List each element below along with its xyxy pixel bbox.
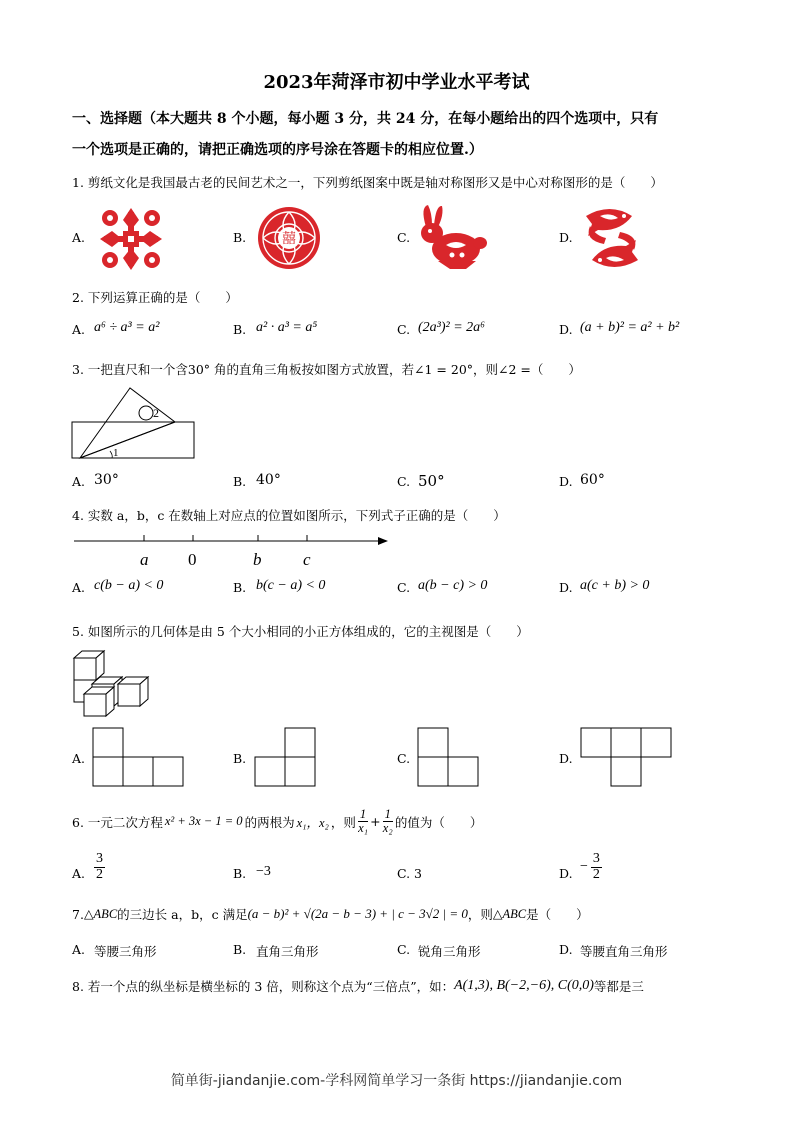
section-header-line1: 一、选择题（本大题共 8 个小题，每小题 3 分，共 24 分，在每小题给出的四个选项中，只有 bbox=[72, 111, 659, 127]
q2-label-d: D. bbox=[559, 322, 573, 337]
angle-2-label: 2 bbox=[153, 406, 159, 420]
cube-solid-figure bbox=[70, 648, 160, 720]
q6-frac-1-num: 1 bbox=[359, 807, 367, 821]
papercut-b-image bbox=[256, 205, 322, 271]
papercut-a-image bbox=[98, 206, 164, 272]
q5-label-c: C. bbox=[397, 751, 411, 766]
q6-stem bbox=[72, 808, 482, 835]
q5-option-d-view bbox=[580, 727, 672, 787]
q7-label-b: B. bbox=[233, 942, 247, 957]
q4-label-a: A. bbox=[72, 580, 86, 595]
q4-label-b: B. bbox=[233, 580, 247, 595]
papercut-b-char: 囍 bbox=[282, 231, 296, 247]
q1-label-a: A. bbox=[72, 230, 86, 245]
q2-option-a: a⁶ ÷ a³ = a² bbox=[94, 320, 160, 335]
q3-option-b: 40° bbox=[256, 472, 281, 488]
q7-triangle-1: △ABC bbox=[83, 907, 118, 921]
q7-stem-a: 7. bbox=[72, 906, 84, 922]
q6-option-c: 3 bbox=[414, 866, 422, 881]
q5-label-a: A. bbox=[72, 751, 86, 766]
q7-stem bbox=[72, 905, 589, 923]
number-line-figure bbox=[72, 532, 392, 572]
q8-stem-a: 8. 若一个点的纵坐标是横坐标的 3 倍，则称这个点为“三倍点”，如： bbox=[72, 979, 455, 994]
q8-stem bbox=[72, 977, 644, 995]
q5-label-b: B. bbox=[233, 751, 247, 766]
q2-stem: 2. 下列运算正确的是（ ） bbox=[72, 290, 238, 305]
q2-label-c: C. bbox=[397, 322, 411, 337]
q4-option-b: b(c − a) < 0 bbox=[256, 578, 326, 593]
q6-label-a: A. bbox=[72, 866, 86, 881]
q4-label-c: C. bbox=[397, 580, 411, 595]
q3-label-c: C. bbox=[397, 474, 411, 489]
q3-label-b: B. bbox=[233, 474, 247, 489]
papercut-c-image bbox=[416, 203, 490, 273]
q6-option-d bbox=[580, 852, 602, 882]
q3-option-a: 30° bbox=[94, 472, 119, 488]
q6-option-d-minus: − bbox=[580, 859, 588, 875]
q7-condition: (a − b)² + √(2a − b − 3) + | c − 3√2 | = 0 bbox=[247, 906, 468, 921]
q6-equation: x² + 3x − 1 = 0 bbox=[164, 814, 243, 829]
q7-option-c: 锐角三角形 bbox=[418, 944, 481, 959]
q3-label-d: D. bbox=[559, 474, 573, 489]
q7-label-a: A. bbox=[72, 942, 86, 957]
q1-label-c: C. bbox=[397, 230, 411, 245]
axis-label-c: c bbox=[303, 550, 311, 569]
q5-option-a-view bbox=[92, 727, 184, 787]
q4-stem: 4. 实数 a，b，c 在数轴上对应点的位置如图所示，下列式子正确的是（ ） bbox=[72, 508, 506, 523]
q6-stem-a: 6. 一元二次方程 bbox=[72, 814, 163, 830]
q2-option-d: (a + b)² = a² + b² bbox=[580, 320, 680, 335]
q5-option-c-view bbox=[417, 727, 479, 787]
axis-label-b: b bbox=[253, 550, 262, 569]
q6-label-b: B. bbox=[233, 866, 247, 881]
q4-option-d: a(c + b) > 0 bbox=[580, 578, 650, 593]
q3-option-c: 50° bbox=[418, 472, 445, 490]
section-header-line2: 一个选项是正确的，请把正确选项的序号涂在答题卡的相应位置.） bbox=[72, 142, 483, 158]
q6-stem-c: ，则 bbox=[330, 814, 356, 830]
q2-option-b: a² · a³ = a⁵ bbox=[256, 320, 318, 335]
q5-label-d: D. bbox=[559, 751, 573, 766]
q6-plus: + bbox=[370, 814, 381, 830]
q5-stem: 5. 如图所示的几何体是由 5 个大小相同的小正方体组成的，它的主视图是（ ） bbox=[72, 624, 529, 639]
q4-option-c: a(b − c) > 0 bbox=[418, 578, 488, 593]
q4-label-d: D. bbox=[559, 580, 573, 595]
q6-option-a-num: 3 bbox=[96, 851, 103, 866]
angle-1-label: 1 bbox=[113, 447, 119, 459]
q6-frac-1-den: x₁ bbox=[358, 821, 368, 836]
q6-stem-b: 的两根为 bbox=[244, 814, 295, 830]
q6-label-d: D. bbox=[559, 866, 573, 881]
ruler-triangle-figure bbox=[70, 385, 200, 460]
q6-option-a bbox=[94, 852, 105, 882]
q1-stem: 1. 剪纸文化是我国最古老的民间艺术之一，下列剪纸图案中既是轴对称图形又是中心对称图形的是（ ） bbox=[72, 175, 663, 190]
q3-option-d: 60° bbox=[580, 472, 605, 488]
q1-label-b: B. bbox=[233, 230, 247, 245]
axis-label-zero: 0 bbox=[188, 550, 197, 569]
q6-option-d-num: 3 bbox=[592, 851, 600, 866]
q7-label-d: D. bbox=[559, 942, 573, 957]
page-footer: 简单街-jiandanjie.com-学科网简单学习一条街 https://jiandanjie.com bbox=[170, 1073, 623, 1089]
q6-frac-2-num: 1 bbox=[384, 807, 391, 821]
q7-stem-b: 的三边长 a，b，c 满足 bbox=[117, 907, 248, 922]
q3-stem: 3. 一把直尺和一个含30° 角的直角三角板按如图方式放置，若∠1 = 20°，则∠2 =（ ） bbox=[72, 362, 581, 377]
q8-points: A(1,3), B(−2,−6), C(0,0) bbox=[454, 978, 594, 993]
q8-stem-b: 等都是三 bbox=[593, 979, 644, 994]
q6-frac-2-den: x₂ bbox=[382, 821, 393, 836]
q6-frac-1 bbox=[358, 808, 368, 835]
q2-label-a: A. bbox=[72, 322, 86, 337]
page-title: 2023年菏泽市初中学业水平考试 bbox=[263, 72, 530, 93]
q5-option-b-view bbox=[254, 727, 316, 787]
q6-label-c: C. bbox=[397, 866, 411, 881]
q2-label-b: B. bbox=[233, 322, 247, 337]
q3-label-a: A. bbox=[72, 474, 86, 489]
q6-option-d-den: 2 bbox=[592, 866, 600, 882]
q1-label-d: D. bbox=[559, 230, 573, 245]
q7-option-a: 等腰三角形 bbox=[94, 944, 157, 959]
q7-stem-c: ，则 bbox=[467, 907, 493, 922]
q7-option-b: 直角三角形 bbox=[256, 944, 319, 959]
axis-label-a: a bbox=[140, 550, 149, 569]
q7-label-c: C. bbox=[397, 942, 411, 957]
q6-stem-d: 的值为（ ） bbox=[394, 814, 483, 830]
q6-roots: x₁，x₂ bbox=[296, 815, 329, 830]
q6-option-b: −3 bbox=[256, 864, 271, 879]
q6-option-a-den: 2 bbox=[96, 866, 103, 882]
q6-frac-2 bbox=[383, 808, 393, 835]
q7-triangle-2: △ABC bbox=[492, 907, 527, 921]
q7-option-d: 等腰直角三角形 bbox=[580, 944, 668, 959]
q2-option-c: (2a³)² = 2a⁶ bbox=[418, 320, 486, 335]
q4-option-a: c(b − a) < 0 bbox=[94, 578, 164, 593]
q7-stem-d: 是（ ） bbox=[526, 907, 589, 922]
papercut-d-image bbox=[580, 202, 644, 274]
